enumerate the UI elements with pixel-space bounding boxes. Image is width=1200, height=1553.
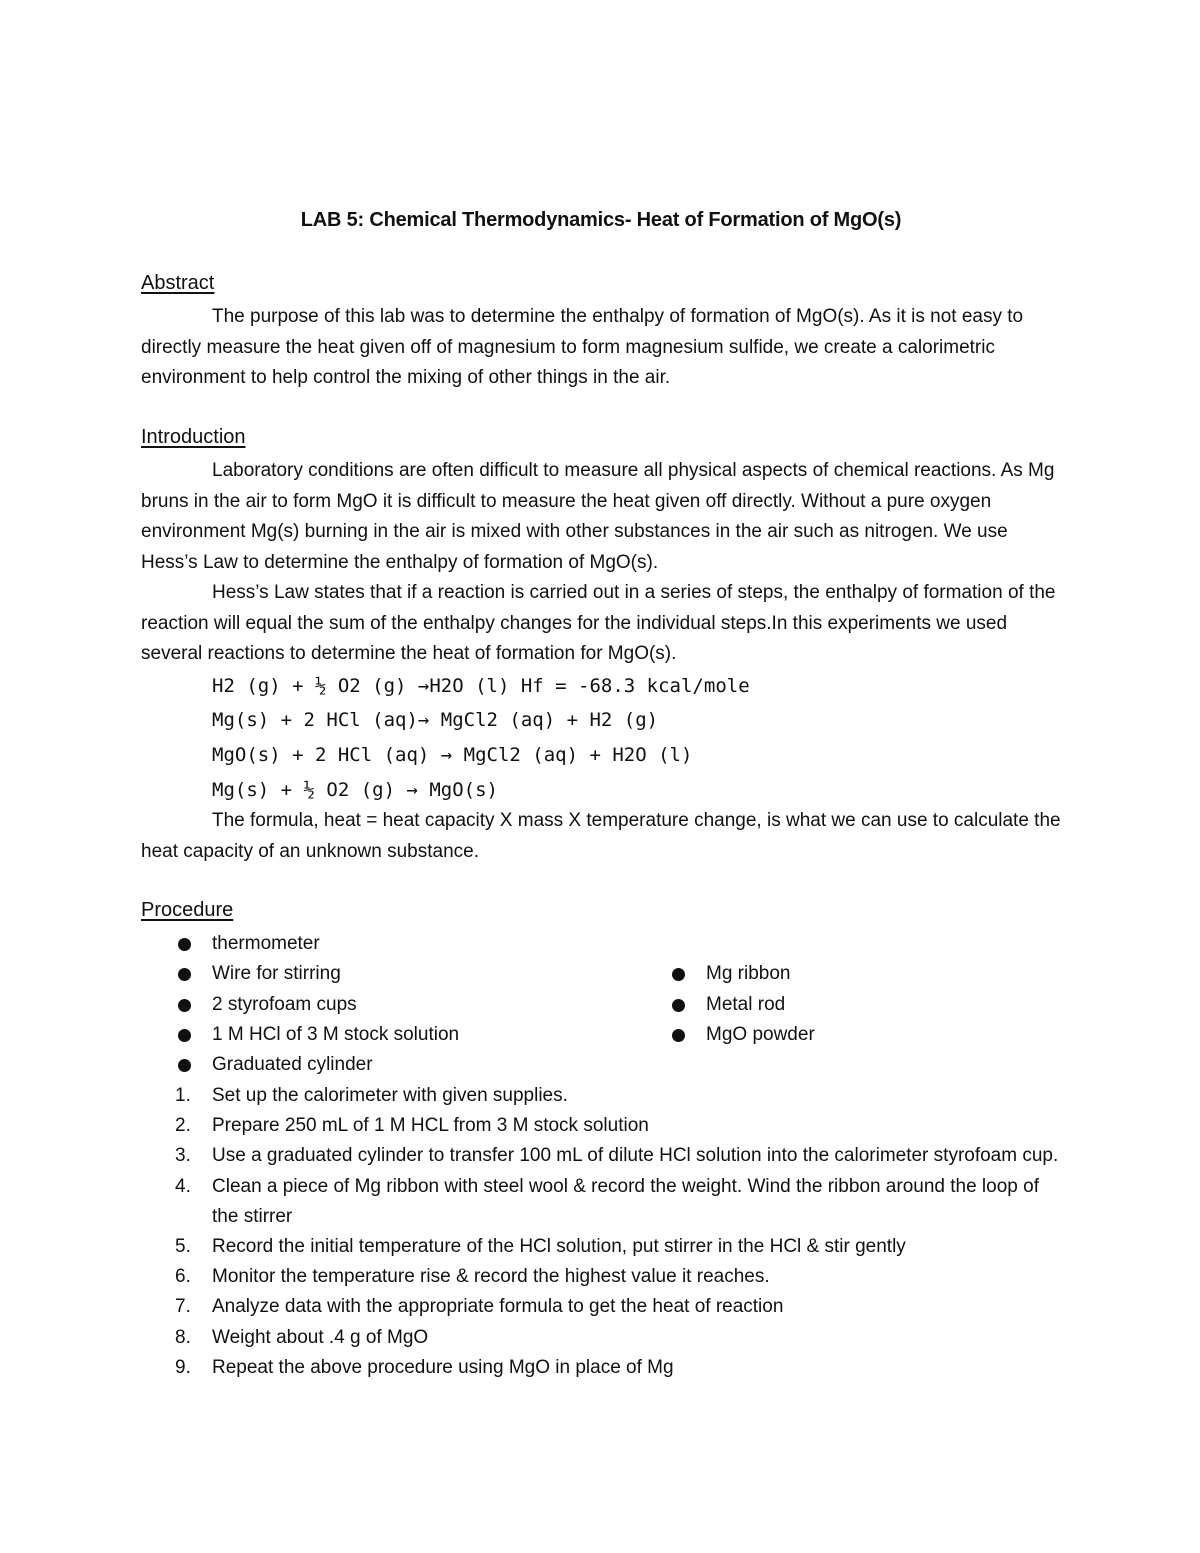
page-title: LAB 5: Chemical Thermodynamics- Heat of Formation of MgO(s) bbox=[300, 209, 902, 231]
list-item: MgO powder bbox=[706, 1020, 815, 1051]
list-item: Wire for stirring bbox=[212, 959, 341, 990]
introduction-paragraph-2: Hess’s Law states that if a reaction is carried out in a series of steps, the enthalpy of formation of the reaction will equal the sum of the enthalpy changes for the individual steps.In this experiments we used several reactions to determine the heat of formation for MgO(s). bbox=[141, 582, 1056, 664]
procedure-step: 5. Record the initial temperature of the HCl solution, put stirrer in the HCl & stir gently bbox=[175, 1236, 906, 1258]
list-item: Metal rod bbox=[706, 990, 785, 1021]
bullet-icon bbox=[672, 1029, 685, 1042]
procedure-step: 1. Set up the calorimeter with given supplies. bbox=[175, 1085, 568, 1106]
introduction-paragraph-3: The formula, heat = heat capacity X mass X temperature change, is what we can use to calculate the heat capacity of an unknown substance. bbox=[141, 810, 1061, 862]
bullet-icon bbox=[178, 968, 191, 981]
introduction-paragraph-1: Laboratory conditions are often difficult to measure all physical aspects of chemical reactions. As Mg bruns in the air to form MgO it is difficult to measure the heat given off directly. Without a pure oxygen environment Mg(s) burning in the air is mixed with other substances in the air such as nitrogen. We use Hess’s Law to determine the enthalpy of formation of MgO(s). bbox=[141, 460, 1055, 573]
bullet-icon bbox=[178, 1029, 191, 1042]
document-page bbox=[141, 0, 1061, 1553]
list-item: Graduated cylinder bbox=[212, 1050, 373, 1081]
procedure-step: 9. Repeat the above procedure using MgO in place of Mg bbox=[175, 1356, 674, 1378]
bullet-icon bbox=[178, 938, 191, 951]
bullet-icon bbox=[178, 999, 191, 1012]
bullet-icon bbox=[672, 968, 685, 981]
equation-water-formation: H2 (g) + ½ O2 (g) →H2O (l) Hf = -68.3 kcal/mole bbox=[212, 675, 750, 697]
procedure-step: 8. Weight about .4 g of MgO bbox=[175, 1326, 429, 1348]
equation-mgo-formation: Mg(s) + ½ O2 (g) → MgO(s) bbox=[212, 779, 498, 801]
list-item: 2 styrofoam cups bbox=[212, 990, 357, 1021]
list-item: Mg ribbon bbox=[706, 959, 791, 990]
procedure-step: 2. Prepare 250 mL of 1 M HCL from 3 M stock solution bbox=[175, 1115, 649, 1137]
procedure-steps bbox=[141, 1081, 1061, 1383]
procedure-step: 3. Use a graduated cylinder to transfer 100 mL of dilute HCl solution into the calorimeter styrofoam cup. bbox=[175, 1145, 1059, 1167]
bullet-icon bbox=[178, 1059, 191, 1072]
bullet-icon bbox=[672, 999, 685, 1012]
equation-mg-hcl: Mg(s) + 2 HCl (aq)→ MgCl2 (aq) + H2 (g) bbox=[212, 709, 659, 731]
abstract-text: The purpose of this lab was to determine the enthalpy of formation of MgO(s). As it is not easy to directly measure the heat given off of magnesium to form magnesium sulfide, we create a calorimetric environment to help control the mixing of other things in the air. bbox=[141, 306, 1024, 388]
procedure-step: 6. Monitor the temperature rise & record the highest value it reaches. bbox=[175, 1266, 770, 1288]
list-item: 1 M HCl of 3 M stock solution bbox=[212, 1020, 459, 1051]
procedure-step: 4. Clean a piece of Mg ribbon with steel wool & record the weight. Wind the ribbon around the loop of the stirrer bbox=[175, 1175, 1039, 1227]
abstract-heading: Abstract bbox=[141, 272, 215, 294]
procedure-heading: Procedure bbox=[141, 899, 234, 921]
introduction-heading: Introduction bbox=[141, 426, 246, 448]
procedure-step: 7. Analyze data with the appropriate formula to get the heat of reaction bbox=[175, 1296, 784, 1318]
list-item: thermometer bbox=[212, 929, 320, 960]
equation-mgo-hcl: MgO(s) + 2 HCl (aq) → MgCl2 (aq) + H2O (l) bbox=[212, 744, 693, 766]
